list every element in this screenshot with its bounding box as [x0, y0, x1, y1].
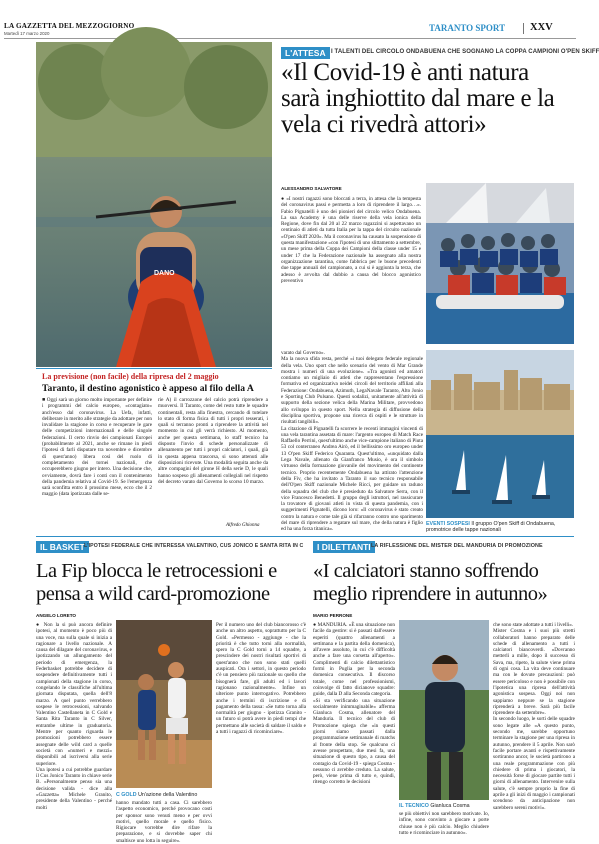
masthead-paper: LA GAZZETTA DEL MEZZOGIORNO	[4, 22, 135, 30]
photo-kayak	[36, 42, 272, 367]
basket-kicker	[36, 541, 306, 553]
basket-caption-text: Un'azione della Valentino	[138, 792, 198, 798]
side-story-col1: ■ Oggi sarà un giorno molto importante per definire i programmi del calcio europeo, «contagiato» anch'esso dal coronavirus. La Uefa, infatti, deliberare in merito alle strategie da adottare per non invalidare la stagione in corso e recuperare le gare delle competizioni internazionali e delle singole federazioni. Il certo rinvio dei campionati Europei (probabilmente al 2021, anche se rimane in piedi l'ipotesi di farli disputare tra novembre e dicembre di quest'anno) libera così del ruolo di completamento dei tornei nazionali, che occuperebbero giugno per intero. Una decisione che, ovviamente, dovrà fare i conti con il contenimento della pandemia relativa al Covid-19. Se l'emergenza sarà sconfitta entro il prossimo mese, ecco che il 2 maggio (data ipotizzata dalle se-	[42, 397, 154, 498]
dilettanti-kicker-text: LA RIFLESSIONE DEL MISTER DEL MANDURIA DI PROMOZIONE	[371, 543, 543, 549]
page-number: XXV	[530, 22, 553, 33]
sailing-photo-caption	[426, 521, 574, 533]
sailing-caption-strong: EVENTI SOSPESI	[426, 521, 470, 527]
photo-taranto-waterfront	[426, 350, 574, 518]
masthead-date: Martedì 17 marzo 2020	[4, 31, 50, 36]
top-story-col1: ● «I nostri ragazzi sono bloccati a terra, in attesa che la tempesta del coronavirus passi e permetta a loro di riprendere il largo…». Fabio Pignatelli è uno dei pionieri del circolo velico Ondabuena. La sua Academy è una delle riserve della vela ionica della Regione, dove fin dal 20 al 22 marzo ragazzini si aspettavano un centinaio di atleti da tutta Italia per la tappa del circuito nazionale «O'pen Skiff 2020». Ma il coronavirus ha causato la sospensione di questa manifestazione «con l'ipotesi di uno slittamento a settembre, un mese prima della Coppa dei Campioni della classe under 15 e under 17 che la Federazione nazionale ha assegnato alla nostra organizzazione tarantina, come fabbrica per le buone precedenti due tappe annuali del campionato, a cui si è aggiunta la terza, che adesso è avvolta dal dubbio a causa del blocco agonistico preventivo	[281, 196, 423, 284]
basket-byline: ANGELO LORETO	[36, 613, 76, 618]
side-headline-red: La previsione (non facile) della ripresa del 2 maggio	[42, 372, 219, 381]
section-divider	[36, 536, 574, 537]
coach-caption-text: Gianluca Cosma	[430, 803, 470, 809]
dilettanti-col2: che sono state adottate a tutti i livelli». Mister Cosma e i suoi più stretti collaboratori hanno preparato delle schede di allenamento a tutti i calciatori biancoverdi. «Dovranno metterli a mille, dopo il successo di Sava, ma, ripeto, la salute viene prima di ogni cosa. La vita deve continuare ma con le dovute precauzioni: può essere pericoloso e non è possibile con l'ipotetica una ripresa dell'attività agonistica sospesa. Oggi noi non sappiamo neppure se la stagione riprenderà a breve. Sarà più facile riprendere da settembre». In secondo luogo, le sorti delle squadre sono legate alle «A questo punto, secondo me, sarebbe opportuno terminare la stagione per una ripresa in autunno, prendere il 5 aprile. Non sarò facile portare avanti e rispettivamente sortiranno ancor, le società partirono a una reale programmazione con più chiedere di prima i giocatori, la necessità forse di giocare partite tutti i giorni di allenamento. Intervenire sulla salute, c'è sempre proprio la fine di aprile a gli inizi di maggio i campionati scendono da anticipazione non sarebbero sereni motivi».	[493, 622, 575, 811]
dilettanti-byline: MARIO PERRONE	[313, 613, 353, 618]
section-title: TARANTO SPORT	[429, 23, 506, 33]
basket-headline: La Fip blocca le retrocessioni e pensa a wild card-promozione	[36, 560, 277, 605]
top-story-col2: varato dal Governo». Ma la nuova sfida resta, perché «i tuoi delegato federale regionale della vela. Uno sport che nello scenario del vento di Mar Grande mostra i numeri di una evoluzione». «Tra agonisti ed amatori contiamo un migliaio di atleti che rappresentano l'espressione formativa ed organizzativa neidei circoli del territorio affiliati alla Federazione: Ondabuena, Azimuth, LegaNavale Taranto, Alto Jonio e Sporting Club Pulsano. Questi sodalizi, unitamente all'attività di supporto della sezione velica della Marina Militare, provvedono allo sviluppo in questo sport. Nella strategia di diffusione della disciplina sportiva, propone una ricerca di ospiti e le strutture in risultati tangibili». La citazione di Pignatelli fa scorrere le recenti immagini vincenti di una vela tarantina assetata di mare: l'argento europeo di Match Race Raffaello Perrini, quest'ultimo anche vice-campione italiano di Piuta 53 col conterraneo Andrea Airò, ed il bellissimo oro europeo under 13 O'pen Skiff Federico Quaranta. Quest'ultimo, «unquidato dalla Lega Navale, allenato da Gianfranco Musio, è ora il simbolo virtuoso della formazione giovanile del movimento del continente tecnico. Proprio recentemente Ondabuena ha attirato l'attenzione della Fiv, che ha invitato a Taranto il suo tecnico responsabile dell'O'pen Skiff nazionale Michele Ricci, per guidare un raduno della squadra del club che è presieduto da Salvatore Serra, con il vice Francesco Benedetti. Il gruppo degli istruttori, nel rassicurare la trovatore di giovani atleti in vista di questa pandemia, con i suggerimenti Pignatelli, dicono loro: «Il coronavirus è stato creato contro la natura e come tale già si rifarranno contro uno sparimento del mare di riprendere a regatare sul mare, che della natura è figlio ed ha una forza titanica».	[281, 350, 424, 533]
coach-photo-caption	[399, 803, 489, 809]
top-kicker-text: I TALENTI DEL CIRCOLO ONDABUENA CHE SOGNANO LA COPPA CAMPIONI O'PEN SKIFF	[331, 49, 599, 55]
photo-coach	[399, 620, 489, 800]
dilettanti-kicker-label: I DILETTANTI	[313, 541, 375, 553]
dilettanti-kicker	[313, 541, 575, 553]
page-divider	[523, 23, 524, 34]
top-headline: «Il Covid-19 è anti natura sarà inghiottito dal mare e la vela ci rivedrà attori»	[281, 59, 555, 138]
side-subhead: Taranto, il destino agonistico è appeso al filo della A	[42, 383, 254, 394]
dilettanti-col1: ● MANDURIA. «È una situazione non facile da gestire: si è passati dall'essere esperiti (quattro allenamenti a settimana e la partita della domenica), all'avere assoluto, in cui c'è difficoltà anche a fare una corsetta all'aperto». Complimenti di calcio dilettantistico formi in Puglia per la seconda domenica consecutiva. Il discorso totale, come nel professionismi, coinvolge di fatto dicianove squadre: guide, dalla D alla Seconda categoria. «Si sta verificando una situazione socialmente inimmaginabile» afferma Gianluca Cosma, allenatore del Manduria. Il tecnico del club di Promozione spiega che «in questi giorni siamo passati dalla programmazione settimanale di matchs al fronte della stop. Se qualcuno ci avesse prospettato, due mesi fa, una situazione di questo tipo, a causa del contagio da Covid-19 - spiega Cosma - nessuno ci avrebbe creduto. La salute, però, viene prima di tutto e, quindi, ritengo corretto le decisioni	[313, 622, 395, 786]
basket-photo-caption	[116, 792, 212, 798]
masthead-rule	[4, 38, 576, 39]
svg-text:DANO: DANO	[154, 270, 175, 277]
photo-sailing-team	[426, 183, 574, 344]
side-story-col2: rie A) il carrozzone del calcio potrà riprendere a muoversi. Il Taranto, come del resto tutte le squadre continentali, resta alla finestra, cercando di tutelare lo stato di forma fisica di tutti i propri tesserati, i quali si terranno pronti a riprendere la attività nel momento in cui gli verrà richiesto. Al momento, anche per questa settimana, lo staff tecnico ha disposto l'invio di schede personalizzate di allenamento per tutti i propri calciatori, i quali, già in questa appena trascorsa, si sono attenuti alle disposizioni ricevute. Una modalità seguita anche da altre compagini del girone H della serie D, le quali hanno sospeso gli allenamenti collegiali nel rispetto del decreto varato dal Governo lo scorso 10 marzo.	[158, 397, 270, 485]
dilettanti-headline: «I calciatori stanno soffrendo meglio riprendere in autunno»	[313, 560, 548, 605]
photo-basketball	[116, 620, 212, 788]
basket-caption-strong: C GOLD	[116, 792, 137, 798]
top-kicker-label: L'ATTESA	[281, 47, 330, 59]
top-kicker	[281, 47, 599, 59]
dilettanti-col3: se più obiettivi non sarebbero motivate. Io, infine, sono convinto a giocare a porte chiuse non è più calcio. Meglio chiudere tutto e ricominciare in autunno».	[399, 811, 491, 836]
basket-col1: ● Non la si può ancora definire ipotesi, al momento è poco più di una voce, ma sulla quale si inizia a ragionare a livello nazionale. A causa del dilagare del coronavirus, e ipotizzando un allungamento del periodo di emergenza, la Federbasket potrebbe decidere di sospendere definitivamente tutti i campionati della stagione in corso, congelando le classifiche all'ultima giornata disputata, quella dell'8 marzo. A quel punto verrebbero sospese le retrocessioni, salvando Valentino Castellaneta in C Gold e Santa Rita Taranto in C Silver, entrambe ultime in graduatoria. Mentre per quanto riguarda le promozioni potrebbero essere assegnate delle wild card a quelle società con «numeri e mezzi» disponibili ad iscriversi alla serie superiore. Una ipotesi a cui potrebbe guardare il Cus Jonico Taranto in chiave serie B. «Personalmente penso sia una decisione valida - dice alla «Gazzetta» Michele Granito, presidente della Valentino - perché molti	[36, 622, 112, 811]
top-byline: ALESSANDRO SALVATORE	[281, 186, 342, 191]
basket-col2: hanno mandato tutti a casa. Ci sarebbero l'aspetto economico, perché provocano costi per sponsor sono venuti meno e per ovvi motivi, quello morale e quello fisico. Rigiocare vorrebbe dire rifare la preparazione, e si dovrebbe saper chi smaltisce uno lotta in seguire».	[116, 800, 214, 844]
side-signature: Alfredo Ghionna	[226, 523, 260, 528]
coach-caption-strong: IL TECNICO	[399, 803, 429, 809]
basket-kicker-label: IL BASKET	[36, 541, 89, 553]
side-story-box	[36, 368, 272, 535]
masthead	[4, 22, 576, 42]
basket-col3: Per il numero uno del club biancorosso c'è anche un altro aspetto, soprattutto per la C Gold. «Permesso - aggiunge - che la priorità è che tutto torni alla normalità, spero la C Gold torni a 14 squadre, a prescindere dei nostri risultati sportivi di quest'anno che non sono stati quelli auspicati. Ora i settori, in questo periodo c'è un pensiero più razionale su quello che bisognerà fare, gli adulti ed i lavori ragionano razionalmente». Infine un ulteriore punto interrogativo. Potrebbero anche i termini di iscrizione e di pagamento della tassa: «Se tutto torna alla normalità per giugno - ipotizza Granito - un futuro si potrà avere in piedi tempi che permettano alle società di saldare il saldo e a tutti i ragazzi di ricominciare».	[216, 622, 308, 736]
sailing-caption-text: Il gruppo O'pen Skiff di Ondabuena, promotrice delle tappe nazionali	[426, 521, 556, 533]
basket-kicker-text: L'IPOTESI FEDERALE CHE INTERESSA VALENTINO, CUS JONICO E SANTA RITA IN C	[84, 543, 304, 549]
